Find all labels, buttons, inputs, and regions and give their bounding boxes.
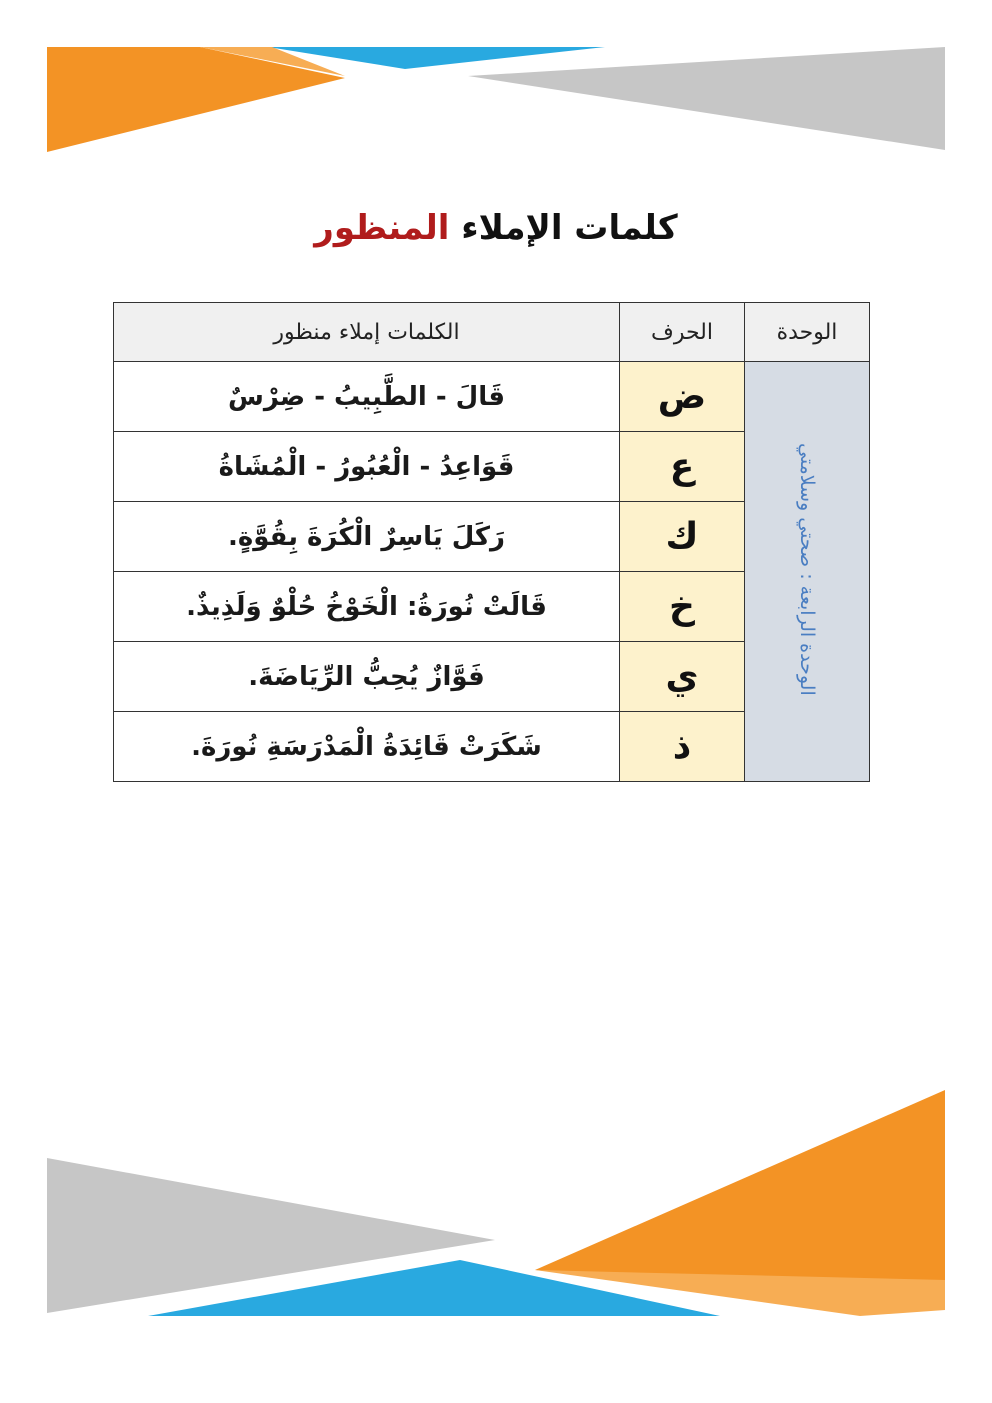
letter-cell: ع	[620, 432, 745, 502]
unit-cell	[745, 362, 870, 782]
bottom-decorative-banner	[0, 1080, 992, 1330]
header-unit: الوحدة	[745, 303, 870, 362]
words-cell: رَكَلَ يَاسِرٌ الْكُرَةَ بِقُوَّةٍ.	[114, 502, 620, 572]
unit-label: الوحدة الرابعة : صحتي وسلامتي	[796, 443, 818, 696]
title-accent-text: المنظور	[314, 208, 450, 248]
spelling-words-table	[113, 302, 870, 782]
words-cell: فَوَّازٌ يُحِبُّ الرِّيَاضَةَ.	[114, 642, 620, 712]
top-gray-shape	[468, 47, 945, 150]
header-letter: الحرف	[620, 303, 745, 362]
letter-cell: ك	[620, 502, 745, 572]
page-title	[0, 200, 992, 256]
letter-cell: ذ	[620, 712, 745, 782]
words-cell: قَالَتْ نُورَةُ: الْخَوْخُ حُلْوٌ وَلَذِيذٌ.	[114, 572, 620, 642]
top-decorative-banner	[0, 0, 992, 170]
letter-cell: ض	[620, 362, 745, 432]
letter-cell: ي	[620, 642, 745, 712]
letter-cell: خ	[620, 572, 745, 642]
table-header-row	[114, 303, 870, 362]
words-cell: قَوَاعِدُ - الْعُبُورُ - الْمُشَاةُ	[114, 432, 620, 502]
table-row	[114, 362, 870, 432]
title-main-text: كلمات الإملاء	[461, 208, 678, 248]
header-words: الكلمات إملاء منظور	[114, 303, 620, 362]
words-cell: قَالَ - الطَّبِيبُ - ضِرْسٌ	[114, 362, 620, 432]
words-cell: شَكَرَتْ قَائِدَةُ الْمَدْرَسَةِ نُورَةَ.	[114, 712, 620, 782]
